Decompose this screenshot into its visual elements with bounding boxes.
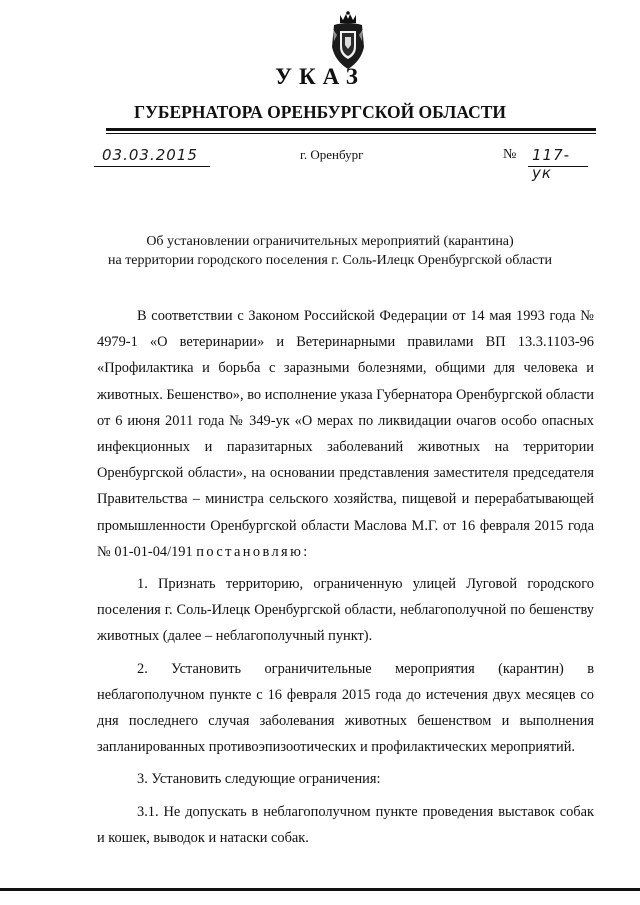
item-1: 1. Признать территорию, ограниченную улицей Луговой городского поселения г. Соль-Илецк Оренбургской области, неблагополучной по бешенству животных (далее – неблагополучный пункт). (97, 576, 594, 645)
page-bottom-rule (0, 888, 640, 891)
decree-subject (60, 232, 600, 270)
decree-date: 03.03.2015 (102, 146, 198, 164)
decree-city: г. Оренбург (300, 147, 364, 162)
header-rule-thin (106, 133, 596, 134)
item-3: 3. Установить следующие ограничения: (137, 771, 381, 788)
decree-word: постановляю: (196, 543, 310, 560)
header-rule-thick (106, 128, 596, 131)
number-field (528, 144, 588, 182)
decree-body (97, 303, 594, 851)
item-2: 2. Установить ограничительные мероприятия (карантин) в неблагополучном пункте с 16 февраля 2015 года до истечения двух месяцев со дня последнего случая заболевания животных бешенством и выполнения запланированных противоэпизоотических и профилактических мероприятий. (97, 660, 594, 756)
date-field (94, 144, 210, 167)
document-issuer-subtitle: ГУБЕРНАТОРА ОРЕНБУРГСКОЙ ОБЛАСТИ (133, 102, 507, 122)
preamble-paragraph (97, 303, 594, 565)
item-3-1: 3.1. Не допускать в неблагополучном пункте проведения выставок собак и кошек, выводок и натаски собак. (97, 803, 594, 846)
subject-line-2: на территории городского поселения г. Соль-Илецк Оренбургской области (107, 253, 553, 268)
subject-line-1: Об установлении ограничительных мероприятий (карантина) (146, 234, 514, 249)
document-type-title: УКАЗ (275, 64, 365, 89)
preamble-text: В соответствии с Законом Российской Федерации от 14 мая 1993 года № 4979-1 «О ветеринарии» и Ветеринарными правилами ВП 13.3.1103-96 «Профилактика и борьба с заразными болезнями, общими для человека и животных. Бешенство», во исполнение указа Губернатора Оренбургской области от 6 июня 2011 года № 349-ук «О мерах по ликвидации очагов особо опасных инфекционных и паразитарных заболеваний животных на территории Оренбургской области», на основании представления заместителя председателя Правительства – министра сельского хозяйства, пищевой и перерабатывающей промышленности Оренбургской области Маслова М.Г. от 16 февраля 2015 года № 01-01-04/191 (97, 308, 594, 560)
decree-number: 117-ук (532, 146, 571, 182)
number-sign: № (503, 147, 517, 162)
